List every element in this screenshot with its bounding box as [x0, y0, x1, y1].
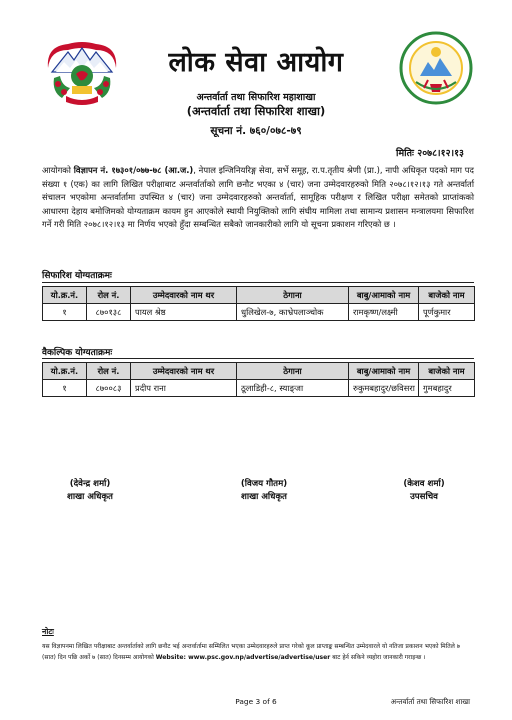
section-divider [42, 358, 474, 359]
page-title: लोक सेवा आयोग [168, 47, 344, 78]
table-header-row [43, 287, 475, 304]
signature-block-1 [30, 478, 150, 504]
signatory-name: (केशव शर्मा) [403, 479, 445, 489]
cell-address: ठूलाडिही-८, स्याङ्जा [237, 380, 349, 397]
col-address: ठेगाना [237, 363, 349, 380]
signatory-post: शाखा अधिकृत [241, 492, 287, 502]
col-parents: बाबु/आमाको नाम [349, 287, 419, 304]
notice-date: मितिः २०७८।१२।१३ [396, 148, 464, 159]
col-parents: बाबु/आमाको नाम [349, 363, 419, 380]
signatory-name: (विजय गौतम) [240, 479, 288, 489]
note-end: बाट हेर्न सकिने व्यहोरा जानकारी गराइन्छ । [332, 654, 426, 661]
col-candidate-name: उम्मेदवारको नाम थर [131, 287, 237, 304]
cell-roll: ८७००८३ [87, 380, 131, 397]
col-grandfather: बाजेको नाम [419, 287, 475, 304]
cell-roll: ८७०१३८ [87, 304, 131, 321]
section-name: (अन्तर्वार्ता तथा सिफारिश शाखा) [186, 104, 326, 118]
body-intro: आयोगको [42, 165, 71, 175]
cell-serial: १ [43, 380, 87, 397]
note-text [42, 641, 474, 663]
advertisement-number: विज्ञापन नं. १७३०१/०७७-७८ (आ.ज.) [73, 165, 194, 175]
cell-candidate-name: पायल श्रेष्ठ [131, 304, 237, 321]
signatory-post: उपसचिव [410, 492, 438, 502]
col-candidate-name: उम्मेदवारको नाम थर [131, 363, 237, 380]
table-row [43, 380, 475, 397]
alternative-table [42, 362, 475, 397]
cell-serial: १ [43, 304, 87, 321]
notice-number: सूचना नं. ७६०/०७८-७९ [210, 125, 302, 137]
signatory-name: (देवेन्द्र शर्मा) [69, 479, 111, 489]
col-serial: यो.क्र.नं. [43, 363, 87, 380]
cell-parents: रामकृष्ण/लक्ष्मी [349, 304, 419, 321]
note-label: नोटः [42, 627, 54, 636]
recommended-table [42, 286, 475, 321]
col-roll: रोल नं. [87, 287, 131, 304]
col-grandfather: बाजेको नाम [419, 363, 475, 380]
col-serial: यो.क्र.नं. [43, 287, 87, 304]
cell-grandfather: पूर्णकुमार [419, 304, 475, 321]
footer-section-name: अन्तर्वार्ता तथा सिफारिश शाखा [390, 697, 470, 706]
cell-address: धुलिखेल-७, काभ्रेपलाञ्चोक [237, 304, 349, 321]
table-header-row [43, 363, 475, 380]
cell-parents: रुकुमबहादुर/छविसरा [349, 380, 419, 397]
website-link[interactable]: Website: www.psc.gov.np/advertise/advertise/user [155, 654, 331, 661]
signatory-post: शाखा अधिकृत [67, 492, 113, 502]
notice-body [42, 164, 474, 232]
cell-grandfather: गुमबहादुर [419, 380, 475, 397]
body-text: , नेपाल इन्जिनियरिङ्ग सेवा, सर्भे समूह, रा.प.तृतीय श्रेणी (प्रा.), नापी अधिकृत पदको माग पद संख्या १ (एक) का लागि लिखित परीक्षाबाट अन्तर्वार्ताको लागि छनौट भएका ४ (चार) जना उम्मेदवारहरुको मिति २०७८।१२।१३ गते अन्तर्वार्ता संचालन भएकोमा अन्तर्वार्तामा उपस्थित ४ (चार) जना उम्मेदवारहरुको अन्तर्वार्ता, सामूहिक परीक्षण र लिखित परीक्षा समेतको प्राप्तांकको आधारमा देहाय बमोजिमको योग्यताक्रम कायम हुन आएकोले स्थायी नियुक्तिको लागि संघीय मामिला तथा सामान्य प्रशासन मन्त्रालयमा सिफारिश गर्ने गरी मिति २०७८।१२।१३ मा निर्णय भएको हुँदा सम्बन्धित सबैको जानकारीको लागि यो सूचना प्रकाशन गरिएको छ । [42, 165, 474, 230]
recommended-title: सिफारिश योग्यताक्रमः [42, 271, 112, 281]
col-roll: रोल नं. [87, 363, 131, 380]
col-address: ठेगाना [237, 287, 349, 304]
division-name: अन्तर्वार्ता तथा सिफारिश महाशाखा [196, 92, 316, 103]
alternative-title: वैकल्पिक योग्यताक्रमः [42, 348, 113, 358]
section-divider [42, 282, 474, 283]
cell-candidate-name: प्रदीप राना [131, 380, 237, 397]
table-row [43, 304, 475, 321]
signature-block-3 [364, 478, 484, 504]
signature-block-2 [204, 478, 324, 504]
page-number: Page 3 of 6 [235, 697, 277, 706]
note-body: यस विज्ञापनमा लिखित परीक्षाबाट अन्तर्वार्ताको लागि छनौट भई अन्तर्वार्तामा सम्मिलित भएका उम्मेदवारहरुले प्राप्त गरेको कूल प्राप्ताङ्क सम्बन्धित उम्मेदवारले यो नतिजा प्रकाशन भएको मितिले ७ (सात) दिन पछि अर्को ७ (सात) दिनसम्म आयोगको [42, 643, 460, 661]
